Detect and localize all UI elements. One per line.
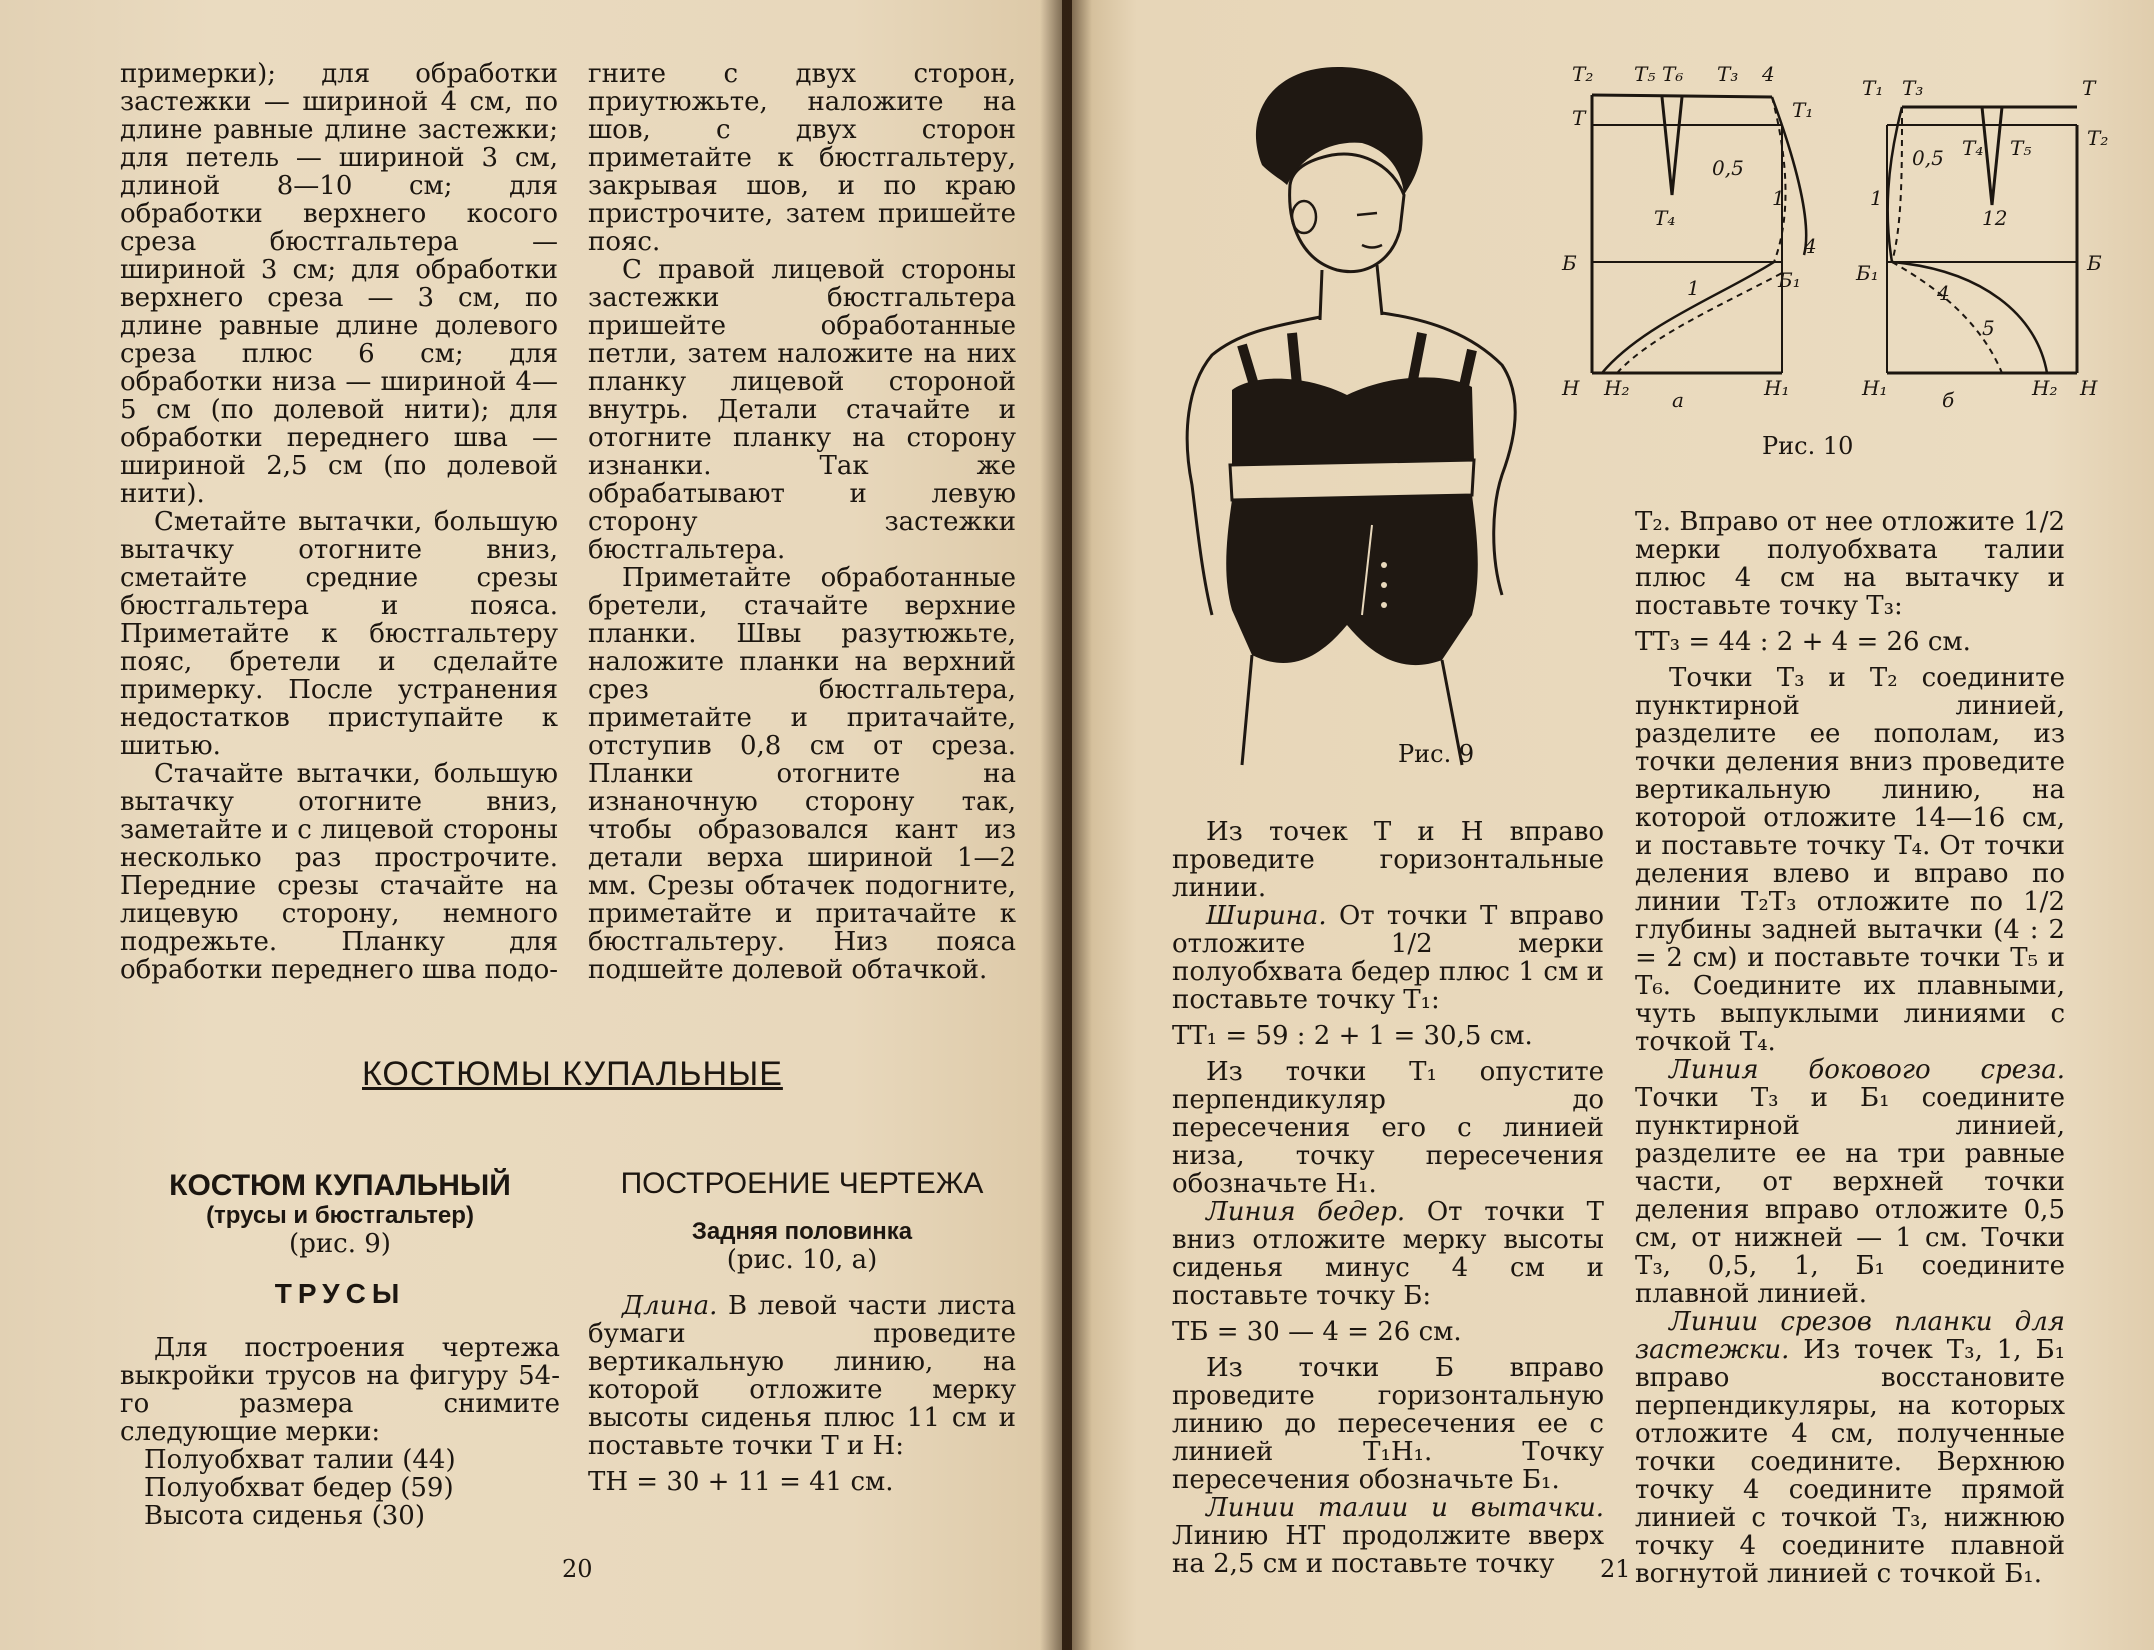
diagram-label: Т₁ [1792,98,1814,122]
suit-title: КОСТЮМ КУПАЛЬНЫЙ [169,1169,511,1202]
measure-item: Полуобхват талии (44) [144,1445,456,1475]
left-page [0,0,1062,1650]
paragraph: С правой лицевой стороны застежки бюстгальтера пришейте обработанные петли, затем наложите на них планку лицевой стороной внутрь. Детали стачайте и отогните планку на сторону изнанки. Так же обрабатывают и левую сторону застежки бюстгальтера. [588,255,1016,565]
measures-intro: Для построения чертежа выкройки трусов на фигуру 54-го размера снимите следующие мерки: [120,1333,560,1447]
right-column-2 [1635,508,2065,1588]
diagram-label: Н₂ [2032,376,2058,400]
suit-subtitle: (трусы и бюстгальтер) [206,1202,474,1229]
paragraph [1172,1198,1604,1310]
formula-tb: ТБ = 30 — 4 = 26 см. [1172,1317,1462,1347]
hip-label: Линия бедер. [1206,1197,1406,1227]
paragraph [1635,1308,2065,1588]
width-label: Ширина. [1206,901,1327,931]
diagram-label: Н₁ [1764,376,1790,400]
diagram-label: 1 [1687,276,1700,300]
formula-th: ТН = 30 + 11 = 41 см. [588,1467,894,1497]
placket-label: Линии срезов планки для застежки. [1635,1307,2065,1365]
back-half-heading: Задняя половинка [691,1218,913,1245]
side-label: Линия бокового среза. [1669,1055,2065,1085]
build-block [588,1167,1017,1504]
diagram-label: 4 [1762,62,1775,86]
build-title: ПОСТРОЕНИЕ ЧЕРТЕЖА [620,1167,984,1200]
diagram-label: Т₅ [1634,62,1656,86]
diagram-label: 1 [1772,186,1785,210]
diagram-label: 0,5 [1712,156,1744,180]
fig10-b-label: б [1942,388,1955,412]
formula-tt1: ТТ₁ = 59 : 2 + 1 = 30,5 см. [1172,1021,1533,1051]
paragraph: Приметайте обработанные бретели, стачайте верхние планки. Швы разутюжьте, наложите планки на верхний срез бюстгальтера, приметайте и притачайте, отступив 0,8 см от среза. Планки отогните на изнаночную сторону так, чтобы образовался кант из детали верха шириной 1—2 мм. Срезы обтачек подогните, приметайте и притачайте к бюстгальтеру. Низ пояса подшейте долевой обтачкой. [588,563,1016,985]
diagram-label: Т [1572,106,1586,130]
right-page [1072,0,2154,1650]
diagram-label: 4 [1804,234,1817,258]
side-text: Точки Т₃ и Б₁ соедините пунктирной линией, разделите ее на три равные части, от верхней точки деления вправо отложите 0,5 см, от нижней — 1 см. Точки Т₃, 0,5, 1, Б₁ соедините плавной линией. [1635,1083,2065,1309]
back-half-ref: (рис. 10, а) [726,1245,878,1275]
length-text: В левой части листа бумаги проведите вертикальную линию, на которой отложите мерку высоты сиденья плюс 11 см и поставьте точки Т и Н: [588,1291,1017,1461]
paragraph: Из точек Т и Н вправо проведите горизонтальные линии. [1172,817,1604,903]
left-column-1 [120,60,558,984]
paragraph [1172,1494,1604,1578]
diagram-label: Т₄ [1654,206,1676,230]
paragraph: Из точки Т₁ опустите перпендикуляр до пересечения его с линией низа, точку пересечения обозначьте Н₁. [1172,1057,1604,1199]
waist-label: Линии талии и вытачки. [1206,1493,1604,1523]
measure-item: Полуобхват бедер (59) [144,1473,454,1503]
diagram-label: Т₆ [1662,62,1684,86]
section-title: КОСТЮМЫ КУПАЛЬНЫЕ [362,1055,783,1093]
diagram-label: Б [2087,251,2102,275]
page-number-left: 20 [562,1555,593,1583]
diagram-label: Т₃ [1902,76,1924,100]
suit-ref: (рис. 9) [289,1229,391,1259]
diagram-label: Т₂ [2087,126,2109,150]
diagram-label: Н [2080,376,2098,400]
left-column-2 [588,60,1016,984]
book-spine [1040,0,1092,1650]
diagram-label: Т₄ [1962,136,1984,160]
diagram-label: 0,5 [1912,146,1944,170]
paragraph [588,1292,1016,1460]
measure-item: Высота сиденья (30) [144,1501,425,1531]
diagram-label: Б [1562,251,1577,275]
trusy-heading: ТРУСЫ [274,1278,406,1309]
paragraph: примерки); для обработки застежки — шириной 4 см, по длине равные длине застежки; для петель — шириной 3 см, длиной 8—10 см; для обработки верхнего косого среза бюстгальтера — шириной 3 см; для обработки верхнего среза — 3 см, по длине равные длине долевого среза плюс 6 см; для обработки низа — шириной 4—5 см (по долевой нити); для обработки переднего шва — шириной 2,5 см (по долевой нити). [120,59,558,509]
fig10-a-label: а [1672,388,1684,412]
swimsuit-figure-illustration [1172,55,1592,775]
paragraph [1635,1056,2065,1308]
paragraph: Стачайте вытачки, большую вытачку отогните вниз, заметайте и с лицевой стороны несколько раз прострочите. Передние срезы стачайте на лицевую сторону, немного подрежьте. Планку для обработки переднего шва подо- [120,759,559,985]
pattern-diagram-a [1542,55,1842,415]
diagram-label: Т₁ [1862,76,1884,100]
fig9-caption: Рис. 9 [1398,740,1475,768]
paragraph: гните с двух сторон, приутюжьте, наложите на шов, с двух сторон приметайте к бюстгальтеру, закрывая шов, и по краю пристрочите, затем пришейте пояс. [588,59,1016,257]
suit-block [120,1170,560,1530]
diagram-label: Н₂ [1604,376,1630,400]
paragraph: Точки Т₃ и Т₂ соедините пунктирной линией, разделите ее пополам, из точки деления вниз проведите вертикальную линию, на которой отложите 14—16 см, и поставьте точку Т₄. От точки деления влево и вправо по линии Т₂Т₃ отложите по 1/2 глубины задней вытачки (4 : 2 = 2 см) и поставьте точки Т₅ и Т₆. Соедините их плавными, чуть выпуклыми линиями с точкой Т₄. [1635,663,2065,1057]
diagram-label: 12 [1982,206,2008,230]
hip-text: От точки Т вниз отложите мерку высоты сиденья минус 4 см и поставьте точку Б: [1172,1197,1604,1311]
placket-text: Из точек Т₃, 1, Б₁ вправо восстановите перпендикуляры, на которых отложите 4 см, полученные точки соедините. Верхнюю точку 4 соедините прямой линией с точкой Т₃, нижнюю точку 4 соедините плавной вогнутой линией с точкой Б₁. [1635,1335,2065,1589]
pattern-diagram-b [1832,55,2132,415]
width-text: От точки Т вправо отложите 1/2 мерки полуобхвата бедер плюс 1 см и поставьте точку Т₁: [1172,901,1604,1015]
waist-text: Линию НТ продолжите вверх на 2,5 см и поставьте точку [1172,1521,1604,1579]
page-number-right: 21 [1600,1555,1631,1583]
diagram-label: Т₃ [1717,62,1739,86]
diagram-label: Б₁ [1778,268,1801,292]
paragraph: Сметайте вытачки, большую вытачку отогните вниз, сметайте средние срезы бюстгальтера и пояса. Приметайте к бюстгальтеру пояс, бретели и сделайте примерку. После устранения недостатков приступайте к шитью. [120,507,558,761]
fig10-caption: Рис. 10 [1762,432,1854,460]
paragraph: Из точки Б вправо проведите горизонтальную линию до пересечения ее с линией Т₁Н₁. Точку пересечения обозначьте Б₁. [1172,1353,1604,1495]
diagram-label: 1 [1870,186,1883,210]
diagram-label: 4 [1937,281,1950,305]
diagram-label: Т₅ [2010,136,2032,160]
diagram-label: 5 [1982,316,1995,340]
paragraph: Т₂. Вправо от нее отложите 1/2 мерки полуобхвата талии плюс 4 см на вытачку и поставьте точку Т₃: [1635,507,2065,621]
diagram-label: Б₁ [1856,261,1879,285]
diagram-label: Н₁ [1862,376,1888,400]
paragraph [1172,902,1604,1014]
diagram-label: Т₂ [1572,62,1594,86]
length-label: Длина. [622,1291,718,1321]
right-column-1 [1172,818,1604,1578]
formula-tt3: ТТ₃ = 44 : 2 + 4 = 26 см. [1635,627,1971,657]
diagram-label: Т [2082,76,2096,100]
diagram-label: Н [1562,376,1580,400]
